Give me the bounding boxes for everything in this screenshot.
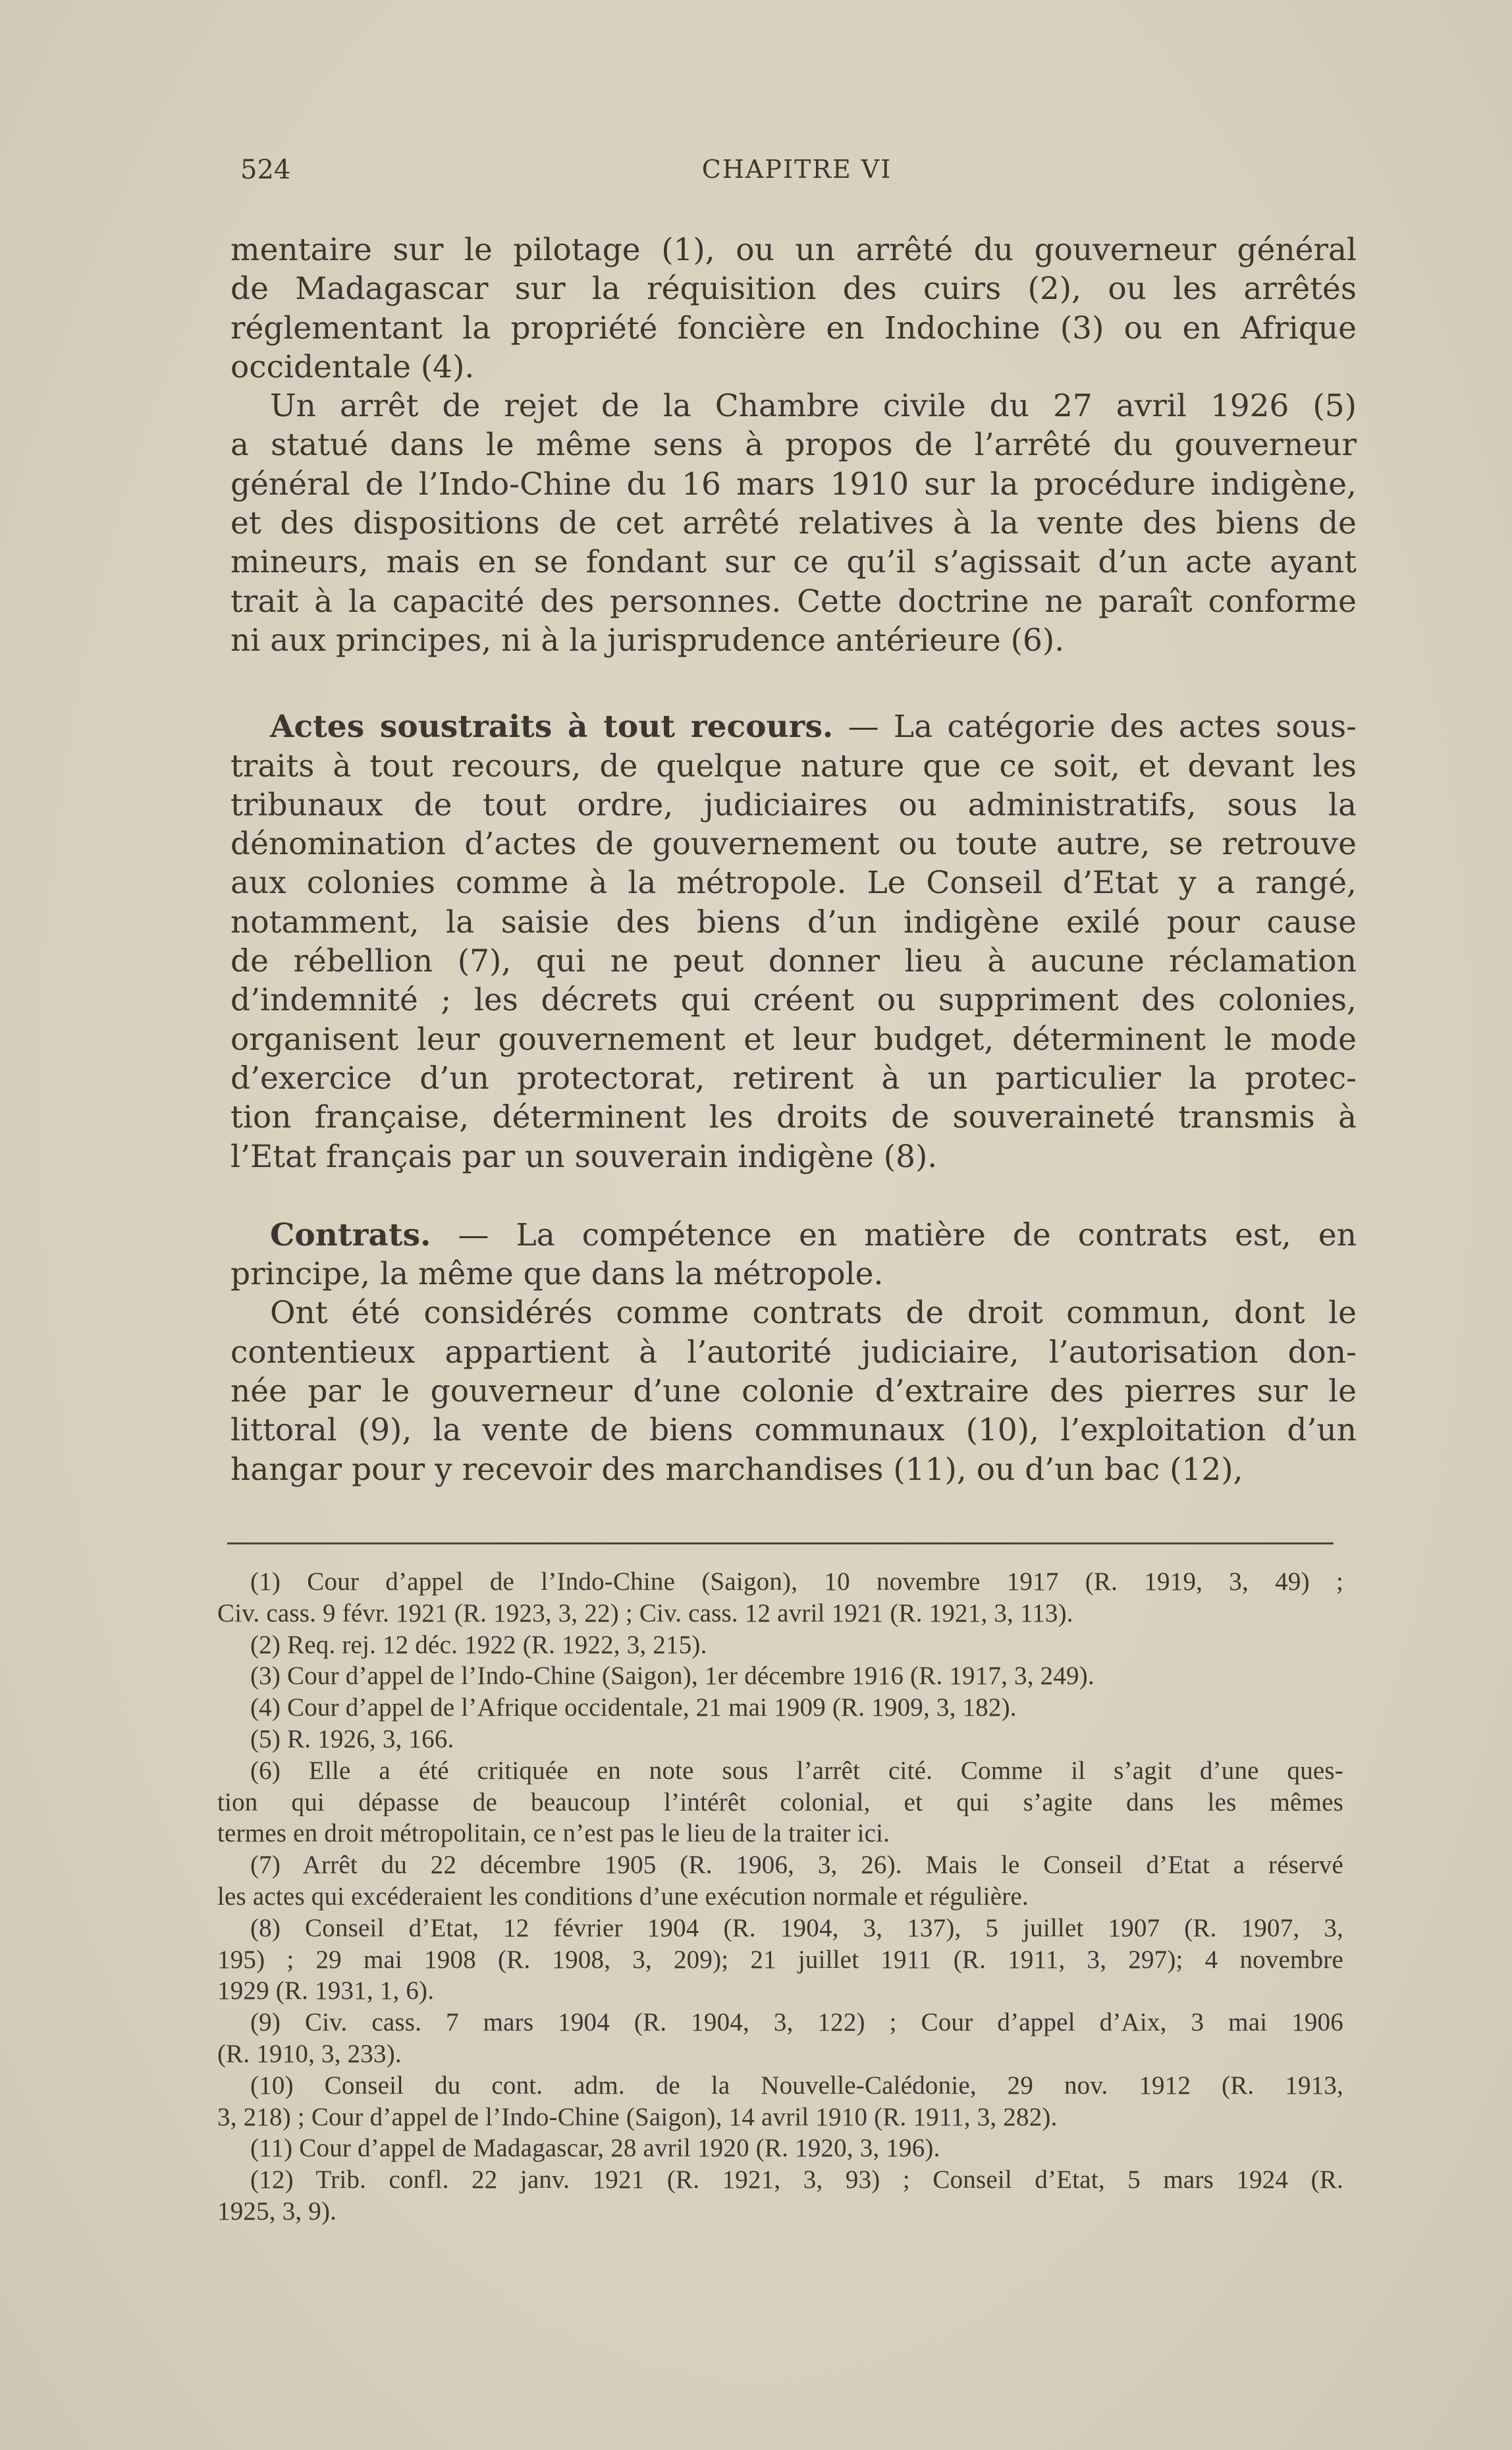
footnote — [217, 1692, 1343, 1724]
text-line — [230, 1059, 1357, 1098]
section-heading: Contrats. — [270, 1216, 431, 1253]
footnote-line: (4) Cour d’appel de l’Afrique occidentale, 21 mai 1909 (R. 1909, 3, 182). — [250, 1693, 1017, 1722]
footnote-line: 1929 (R. 1931, 1, 6). — [217, 1976, 435, 2005]
line-text: a statué dans le même sens à propos de l’arrêté du gouverneur — [230, 427, 1357, 464]
footnote-line: (10) Conseil du cont. adm. de la Nouvelle-Calédonie, 29 nov. 1912 (R. 1913, — [250, 2071, 1343, 2100]
line-text: traits à tout recours, de quelque nature que ce soit, et devant les — [230, 748, 1357, 784]
line-text: mineurs, mais en se fondant sur ce qu’il s’agissait d’un acte ayant — [230, 544, 1357, 581]
running-header — [237, 155, 1357, 194]
footnotes — [217, 1566, 1343, 2227]
text-line — [230, 309, 1357, 348]
body-text — [230, 231, 1357, 1489]
footnote-line: tion qui dépasse de beaucoup l’intérêt colonial, et qui s’agite dans les mêmes — [217, 1787, 1343, 1816]
footnote — [217, 1913, 1343, 2007]
paragraph — [230, 387, 1357, 660]
footnote-line: (7) Arrêt du 22 décembre 1905 (R. 1906, 3, 26). Mais le Conseil d’Etat a réservé — [250, 1851, 1343, 1880]
footnote-line: 1925, 3, 9). — [217, 2196, 337, 2225]
text-line — [230, 863, 1357, 902]
text-line — [230, 942, 1357, 981]
footnote — [217, 1849, 1343, 1913]
text-line — [230, 425, 1357, 464]
footnote-line: Civ. cass. 9 févr. 1921 (R. 1923, 3, 22) ; Civ. cass. 12 avril 1921 (R. 1921, 3, 113). — [217, 1598, 1073, 1627]
line-text: Ont été considérés comme contrats de droit commun, dont le — [270, 1295, 1357, 1332]
footnote — [217, 1629, 1343, 1661]
line-text: de Madagascar sur la réquisition des cuirs (2), ou les arrêtés — [230, 271, 1357, 308]
text-line — [230, 1216, 1357, 1255]
line-text: d’indemnité ; les décrets qui créent ou suppriment des colonies, — [230, 982, 1357, 1019]
text-line — [230, 1450, 1357, 1489]
text-line — [230, 1372, 1357, 1411]
text-line — [230, 231, 1357, 269]
footnote — [217, 1755, 1343, 1849]
text-line — [230, 981, 1357, 1020]
footnote-line: (R. 1910, 3, 233). — [217, 2039, 402, 2068]
page-number: 524 — [240, 155, 291, 185]
paragraph — [230, 707, 1357, 1176]
line-text: trait à la capacité des personnes. Cette doctrine ne paraît conforme — [230, 583, 1357, 620]
line-text: occidentale (4). — [230, 348, 475, 385]
footnote-line: 3, 218) ; Cour d’appel de l’Indo-Chine (Saigon), 14 avril 1910 (R. 1911, 3, 282). — [217, 2102, 1058, 2131]
footnote-line: (9) Civ. cass. 7 mars 1904 (R. 1904, 3, 122) ; Cour d’appel d’Aix, 3 mai 1906 — [250, 2008, 1343, 2037]
section-heading: Actes soustraits à tout recours. — [270, 709, 834, 746]
footnote-line: (5) R. 1926, 3, 166. — [250, 1724, 454, 1753]
footnote — [217, 1566, 1343, 1629]
footnote — [217, 2070, 1343, 2133]
text-line — [230, 1098, 1357, 1137]
text-line — [230, 269, 1357, 308]
line-text: dénomination d’actes de gouvernement ou toute autre, se retrouve — [230, 826, 1357, 863]
line-text: — La compétence en matière de contrats est, en — [431, 1216, 1357, 1253]
line-text: Un arrêt de rejet de la Chambre civile du 27 avril 1926 (5) — [270, 388, 1357, 425]
line-text: notamment, la saisie des biens d’un indigène exilé pour cause — [230, 904, 1357, 940]
line-text: hangar pour y recevoir des marchandises (11), ou d’un bac (12), — [230, 1451, 1243, 1488]
text-line — [230, 621, 1357, 660]
line-text: et des dispositions de cet arrêté relatives à la vente des biens de — [230, 505, 1357, 542]
footnote — [217, 2133, 1343, 2164]
line-text: née par le gouverneur d’une colonie d’extraire des pierres sur le — [230, 1373, 1357, 1410]
footnote — [217, 1660, 1343, 1692]
footnote-line: (2) Req. rej. 12 déc. 1922 (R. 1922, 3, 215). — [250, 1630, 707, 1659]
line-text: organisent leur gouvernement et leur budget, déterminent le mode — [230, 1021, 1357, 1058]
footnote — [217, 1724, 1343, 1755]
line-text: d’exercice d’un protectorat, retirent à un particulier la protec- — [230, 1060, 1357, 1097]
line-text: l’Etat français par un souverain indigène (8). — [230, 1138, 938, 1175]
footnote-line: (12) Trib. confl. 22 janv. 1921 (R. 1921, 3, 93) ; Conseil d’Etat, 5 mars 1924 (R. — [250, 2165, 1343, 2194]
text-line — [230, 1020, 1357, 1059]
line-text: aux colonies comme à la métropole. Le Conseil d’Etat y a rangé, — [230, 865, 1357, 902]
footnote-line: (11) Cour d’appel de Madagascar, 28 avril 1920 (R. 1920, 3, 196). — [250, 2134, 940, 2163]
paragraph — [230, 231, 1357, 387]
paragraph — [230, 1293, 1357, 1488]
text-line — [230, 1255, 1357, 1293]
text-line — [230, 465, 1357, 504]
line-text: mentaire sur le pilotage (1), ou un arrêté du gouverneur général — [230, 232, 1357, 268]
text-line — [230, 387, 1357, 425]
footnote-divider — [227, 1542, 1334, 1544]
line-text: principe, la même que dans la métropole. — [230, 1256, 884, 1293]
chapter-title: CHAPITRE VI — [701, 155, 892, 184]
text-line — [230, 747, 1357, 786]
footnote — [217, 2164, 1343, 2227]
text-line — [230, 582, 1357, 621]
line-text: tribunaux de tout ordre, judiciaires ou administratifs, sous la — [230, 786, 1357, 823]
text-line — [230, 504, 1357, 543]
text-line — [230, 348, 1357, 387]
footnote-line: (1) Cour d’appel de l’Indo-Chine (Saigon), 10 novembre 1917 (R. 1919, 3, 49) ; — [250, 1567, 1343, 1596]
footnote-line: (8) Conseil d’Etat, 12 février 1904 (R. 1904, 3, 137), 5 juillet 1907 (R. 1907, 3, — [250, 1913, 1343, 1942]
footnote-line: termes en droit métropolitain, ce n’est pas le lieu de la traiter ici. — [217, 1819, 890, 1848]
text-line — [230, 707, 1357, 746]
text-line — [230, 903, 1357, 942]
line-text: de rébellion (7), qui ne peut donner lieu à aucune réclamation — [230, 943, 1357, 980]
line-text: général de l’Indo-Chine du 16 mars 1910 sur la procédure indigène, — [230, 466, 1357, 503]
line-text: littoral (9), la vente de biens communaux (10), l’exploitation d’un — [230, 1412, 1357, 1449]
line-text: réglementant la propriété foncière en Indochine (3) ou en Afrique — [230, 310, 1357, 346]
footnote-line: (3) Cour d’appel de l’Indo-Chine (Saigon), 1er décembre 1916 (R. 1917, 3, 249). — [250, 1662, 1094, 1691]
text-line — [230, 786, 1357, 825]
line-text: tion française, déterminent les droits de souveraineté transmis à — [230, 1099, 1357, 1136]
text-line — [230, 1293, 1357, 1332]
text-line — [230, 1333, 1357, 1372]
line-text: contentieux appartient à l’autorité judiciaire, l’autorisation don- — [230, 1334, 1357, 1371]
text-line — [230, 825, 1357, 863]
line-text: ni aux principes, ni à la jurisprudence antérieure (6). — [230, 622, 1065, 659]
line-text: — La catégorie des actes sous- — [833, 709, 1357, 746]
text-line — [230, 543, 1357, 582]
footnote-line: 195) ; 29 mai 1908 (R. 1908, 3, 209); 21 juillet 1911 (R. 1911, 3, 297); 4 novembre — [217, 1945, 1343, 1974]
footnote-line: les actes qui excéderaient les conditions d’une exécution normale et régulière. — [217, 1882, 1029, 1911]
paragraph — [230, 1216, 1357, 1294]
footnote — [217, 2007, 1343, 2070]
text-line — [230, 1411, 1357, 1450]
footnote-line: (6) Elle a été critiquée en note sous l’arrêt cité. Comme il s’agit d’une ques- — [250, 1756, 1343, 1785]
text-line — [230, 1137, 1357, 1176]
